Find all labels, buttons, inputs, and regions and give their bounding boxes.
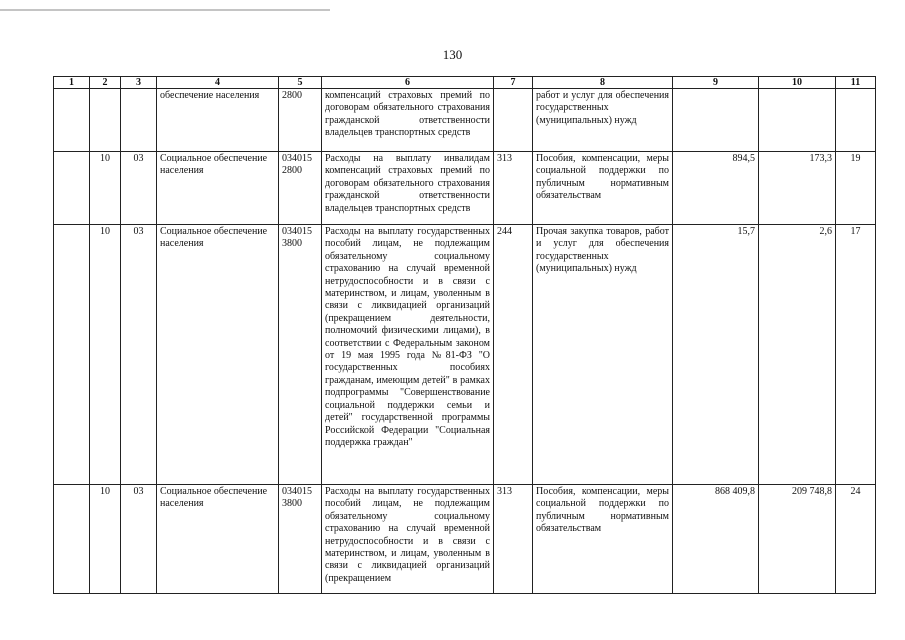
header-col-11: 11 bbox=[836, 77, 876, 89]
cell-section bbox=[90, 89, 121, 152]
cell-section-name: обеспечение населения bbox=[157, 89, 279, 152]
table-row bbox=[54, 225, 876, 485]
table-row bbox=[54, 152, 876, 225]
cell-expense-type-name: работ и услуг для обеспечения государственных (муниципальных) нужд bbox=[533, 89, 673, 152]
cell-expense-description: Расходы на выплату инвалидам компенсаций страховых премий по договорам обязательного страхования гражданской ответственности владельцев транспортных средств bbox=[322, 152, 494, 225]
cell-section-name: Социальное обеспечение населения bbox=[157, 152, 279, 225]
cell-expense-type-name: Пособия, компенсации, меры социальной поддержки по публичным нормативным обязательствам bbox=[533, 485, 673, 594]
cell-section: 10 bbox=[90, 152, 121, 225]
cell-expense-description: компенсаций страховых премий по договорам обязательного страхования гражданской ответственности владельцев транспортных средств bbox=[322, 89, 494, 152]
cell-amount-col-10: 2,6 bbox=[759, 225, 836, 485]
cell-expense-type-code bbox=[494, 89, 533, 152]
header-col-5: 5 bbox=[279, 77, 322, 89]
cell-amount-col-10: 173,3 bbox=[759, 152, 836, 225]
cell-expense-description: Расходы на выплату государственных пособий лицам, не подлежащим обязательному социальному страхованию на случай временной нетрудоспособности и в связи с материнством, и лицам, уволенным в связи с ликвидацией организаций (прекращением bbox=[322, 485, 494, 594]
cell-target-code: 034015 2800 bbox=[279, 152, 322, 225]
table-row bbox=[54, 485, 876, 594]
cell-col-1 bbox=[54, 485, 90, 594]
table-body bbox=[54, 89, 876, 594]
header-col-1: 1 bbox=[54, 77, 90, 89]
cell-section: 10 bbox=[90, 485, 121, 594]
cell-target-code: 034015 3800 bbox=[279, 225, 322, 485]
cell-amount-col-9: 894,5 bbox=[673, 152, 759, 225]
cell-target-code: 034015 3800 bbox=[279, 485, 322, 594]
cell-amount-col-10 bbox=[759, 89, 836, 152]
cell-expense-type-code: 313 bbox=[494, 152, 533, 225]
budget-table bbox=[53, 76, 876, 594]
cell-subsection: 03 bbox=[121, 485, 157, 594]
cell-amount-col-9: 15,7 bbox=[673, 225, 759, 485]
header-col-3: 3 bbox=[121, 77, 157, 89]
cell-subsection: 03 bbox=[121, 225, 157, 485]
cell-col-11: 19 bbox=[836, 152, 876, 225]
cell-expense-type-name: Пособия, компенсации, меры социальной поддержки по публичным нормативным обязательствам bbox=[533, 152, 673, 225]
scan-edge bbox=[0, 0, 905, 4]
scan-edge-line bbox=[0, 9, 905, 13]
header-row bbox=[54, 77, 876, 89]
cell-col-11 bbox=[836, 89, 876, 152]
cell-col-1 bbox=[54, 152, 90, 225]
cell-subsection bbox=[121, 89, 157, 152]
header-col-6: 6 bbox=[322, 77, 494, 89]
cell-amount-col-9 bbox=[673, 89, 759, 152]
header-col-7: 7 bbox=[494, 77, 533, 89]
cell-expense-type-code: 313 bbox=[494, 485, 533, 594]
cell-section-name: Социальное обеспечение населения bbox=[157, 485, 279, 594]
cell-section-name: Социальное обеспечение населения bbox=[157, 225, 279, 485]
header-col-2: 2 bbox=[90, 77, 121, 89]
cell-expense-type-code: 244 bbox=[494, 225, 533, 485]
cell-col-1 bbox=[54, 89, 90, 152]
header-col-10: 10 bbox=[759, 77, 836, 89]
cell-amount-col-9: 868 409,8 bbox=[673, 485, 759, 594]
header-col-8: 8 bbox=[533, 77, 673, 89]
header-col-9: 9 bbox=[673, 77, 759, 89]
cell-section: 10 bbox=[90, 225, 121, 485]
page-number: 130 bbox=[442, 47, 463, 62]
table-row bbox=[54, 89, 876, 152]
cell-col-11: 24 bbox=[836, 485, 876, 594]
cell-col-1 bbox=[54, 225, 90, 485]
cell-expense-description: Расходы на выплату государственных пособий лицам, не подлежащим обязательному социальному страхованию на случай временной нетрудоспособности и в связи с материнством, и лицам, уволенным в связи с ликвидацией организаций (прекращением деятельности, полномочий физическими лицами), в соответствии с Федеральным законом от 19 мая 1995 года №81-ФЗ "О государственных пособиях гражданам, имеющим детей" в рамках подпрограммы "Совершенствование социальной поддержки семьи и детей" государственной программы Российской Федерации "Социальная поддержка граждан" bbox=[322, 225, 494, 485]
table-header bbox=[54, 77, 876, 89]
cell-subsection: 03 bbox=[121, 152, 157, 225]
cell-col-11: 17 bbox=[836, 225, 876, 485]
cell-target-code: 2800 bbox=[279, 89, 322, 152]
header-col-4: 4 bbox=[157, 77, 279, 89]
cell-expense-type-name: Прочая закупка товаров, работ и услуг для обеспечения государственных (муниципальных) нужд bbox=[533, 225, 673, 485]
cell-amount-col-10: 209 748,8 bbox=[759, 485, 836, 594]
